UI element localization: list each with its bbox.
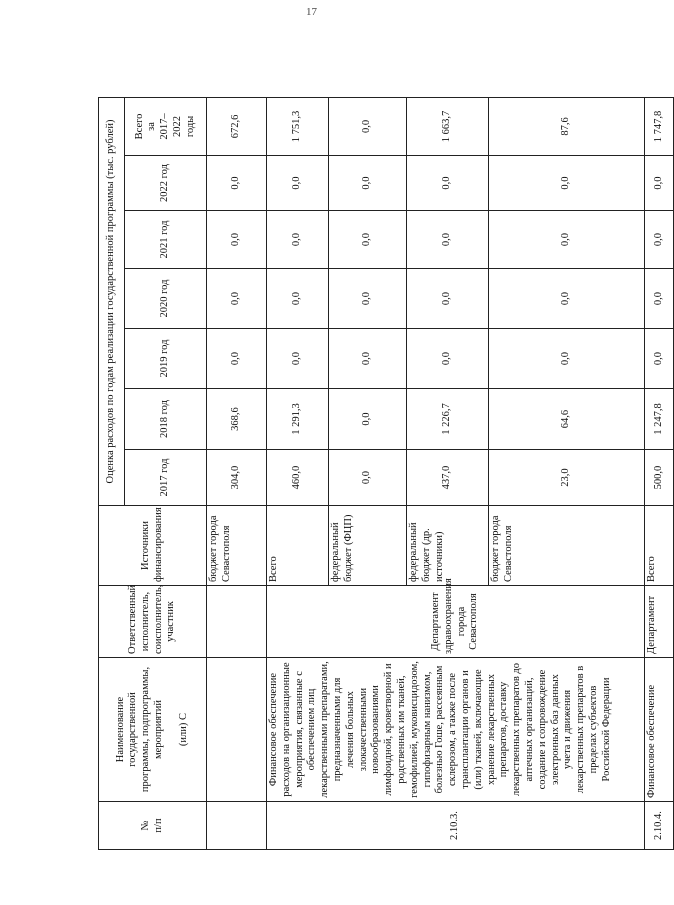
value-cell: 0,0: [407, 329, 489, 389]
source-cell: федеральный бюджет (ФЦП): [329, 506, 407, 586]
header-total: Всего за 2017– 2022 годы: [125, 97, 207, 155]
value-cell: 0,0: [267, 329, 329, 389]
value-cell: 0,0: [329, 156, 407, 211]
value-cell: 0,0: [407, 269, 489, 329]
source-cell: федеральный бюджет (др. источники): [407, 506, 489, 586]
header-row-1: [99, 97, 125, 849]
header-year-2017: 2017 год: [125, 450, 207, 506]
value-cell: 304,0: [207, 450, 267, 506]
value-cell: 1 247,8: [645, 389, 674, 450]
item-name: Финансовое обеспечение: [645, 658, 674, 802]
total-cell: 87,6: [489, 97, 645, 155]
value-cell: 0,0: [329, 211, 407, 269]
value-cell: 0,0: [489, 329, 645, 389]
value-cell: 0,0: [207, 329, 267, 389]
value-cell: 0,0: [489, 269, 645, 329]
header-year-2022: 2022 год: [125, 156, 207, 211]
value-cell: 0,0: [207, 211, 267, 269]
header-executor: Ответственный исполнитель, соисполнитель, участник: [99, 586, 207, 658]
item-executor: Департамент здравоохранения города Севастополя: [267, 586, 645, 658]
expense-table: [98, 97, 674, 850]
total-cell: 1 751,3: [267, 97, 329, 155]
value-cell: 0,0: [489, 156, 645, 211]
value-cell: 1 291,3: [267, 389, 329, 450]
value-cell: 0,0: [329, 450, 407, 506]
table-row: [645, 97, 674, 849]
value-cell: 0,0: [329, 269, 407, 329]
header-num: № п/п: [99, 802, 207, 850]
value-cell: 0,0: [645, 269, 674, 329]
item-number: 2.10.3.: [267, 802, 645, 850]
value-cell: 0,0: [645, 211, 674, 269]
page-number: 17: [306, 6, 317, 18]
value-cell: 500,0: [645, 450, 674, 506]
value-cell: 368,6: [207, 389, 267, 450]
header-estimate: Оценка расходов по годам реализации государственной программы (тыс. рублей): [99, 97, 125, 505]
header-year-2020: 2020 год: [125, 269, 207, 329]
value-cell: 0,0: [489, 211, 645, 269]
rotated-table-wrapper: [98, 98, 664, 850]
item-executor: Департамент: [645, 586, 674, 658]
value-cell: 64,6: [489, 389, 645, 450]
total-cell: 1 747,8: [645, 97, 674, 155]
source-cell: Всего: [267, 506, 329, 586]
total-cell: 672,6: [207, 97, 267, 155]
value-cell: 0,0: [407, 211, 489, 269]
header-name: Наименование государственной программы, подпрограммы, мероприятий (или) С: [99, 658, 207, 802]
value-cell: 0,0: [407, 156, 489, 211]
value-cell: 0,0: [645, 156, 674, 211]
header-year-2018: 2018 год: [125, 389, 207, 450]
source-cell: бюджет города Севастополя: [489, 506, 645, 586]
value-cell: 437,0: [407, 450, 489, 506]
value-cell: 0,0: [329, 389, 407, 450]
value-cell: 0,0: [329, 329, 407, 389]
item-name: Финансовое обеспечение расходов на организационные мероприятия, связанные с обеспечением лиц лекарственными препаратами, предназначенными для лечения больных злокачественными новообразованиями лимфоидной, кроветворной и родственных им тканей, гемофилией, муковисцидозом, гипофизарным нанизмом, болезнью Гоше, рассеянным склерозом, а также после трансплантации органов и (или) тканей, включающие хранение лекарственных препаратов, доставку лекарственных препаратов до аптечных организаций, создание и сопровождение электронных баз данных учета и движения лекарственных препаратов в пределах субъектов Российской Федерации: [267, 658, 645, 802]
value-cell: 0,0: [207, 156, 267, 211]
source-cell: бюджет города Севастополя: [207, 506, 267, 586]
table-row: [267, 97, 329, 849]
value-cell: 0,0: [267, 156, 329, 211]
header-year-2021: 2021 год: [125, 211, 207, 269]
table-row: [207, 97, 267, 849]
header-sources: Источники финансирования: [99, 506, 207, 586]
total-cell: 1 663,7: [407, 97, 489, 155]
header-year-2019: 2019 год: [125, 329, 207, 389]
value-cell: 0,0: [645, 329, 674, 389]
source-cell: Всего: [645, 506, 674, 586]
value-cell: 23,0: [489, 450, 645, 506]
value-cell: 1 226,7: [407, 389, 489, 450]
value-cell: 0,0: [267, 211, 329, 269]
value-cell: 460,0: [267, 450, 329, 506]
value-cell: 0,0: [207, 269, 267, 329]
item-number: 2.10.4.: [645, 802, 674, 850]
value-cell: 0,0: [267, 269, 329, 329]
total-cell: 0,0: [329, 97, 407, 155]
